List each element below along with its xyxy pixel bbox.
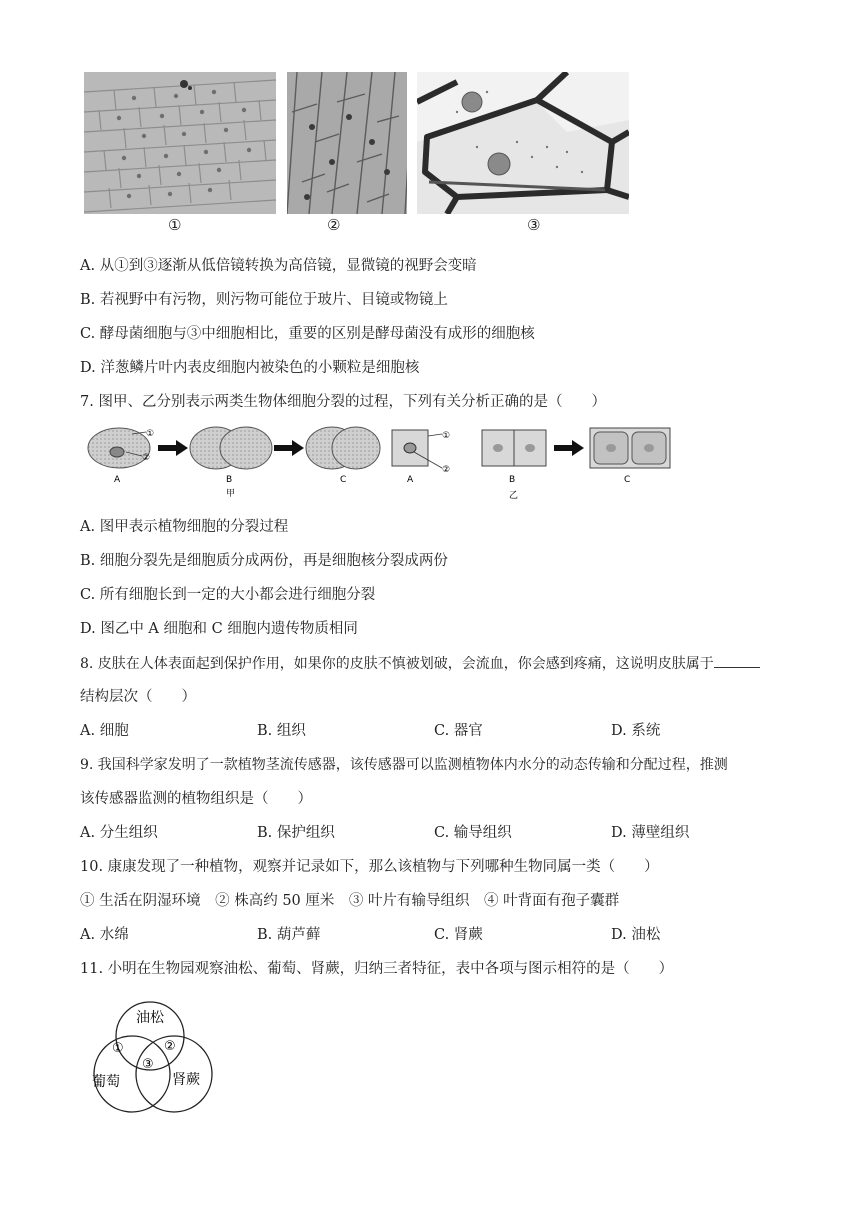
q8-stem-2: 结构层次（ ）: [80, 689, 196, 705]
q10-option-b: B. 葫芦藓: [257, 927, 321, 943]
q8-option-d: D. 系统: [611, 723, 661, 739]
q6-option-c: C. 酵母菌细胞与③中细胞相比，重要的区别是酵母菌没有成形的细胞核: [80, 326, 535, 342]
q9-option-c: C. 输导组织: [434, 825, 512, 841]
q10-option-a: A. 水绵: [80, 927, 129, 943]
marker-2b: ②: [442, 465, 451, 475]
jia-label: 甲: [226, 489, 236, 499]
q7-option-c: C. 所有细胞长到一定的大小都会进行细胞分裂: [80, 587, 376, 603]
q10-option-d: D. 油松: [611, 927, 661, 943]
q7-option-b: B. 细胞分裂先是细胞质分成两份，再是细胞核分裂成两份: [80, 553, 448, 569]
jia-stage-a: A: [114, 475, 121, 485]
micrograph-3: [417, 72, 629, 214]
micrograph-label-3: ③: [527, 216, 541, 234]
q7-option-d: D. 图乙中 A 细胞和 C 细胞内遗传物质相同: [80, 621, 358, 637]
cell-division-diagram: [84, 422, 676, 502]
marker-2: ②: [142, 453, 151, 463]
q8-stem-1: [80, 653, 760, 674]
venn-label-right: 肾蕨: [172, 1072, 200, 1088]
q7-stem: 7. 图甲、乙分别表示两类生物体细胞分裂的过程，下列有关分析正确的是（ ）: [80, 394, 606, 410]
micrograph-label-2: ②: [327, 216, 341, 234]
q10-option-c: C. 肾蕨: [434, 927, 483, 943]
q9-stem-1: 9. 我国科学家发明了一款植物茎流传感器，该传感器可以监测植物体内水分的动态传输和分配过程，推测: [80, 757, 728, 773]
q7-option-a: A. 图甲表示植物细胞的分裂过程: [80, 519, 289, 535]
venn-region-2: ②: [164, 1039, 176, 1054]
micrograph-label-1: ①: [168, 216, 182, 234]
yi-stage-c: C: [624, 475, 631, 485]
q8-stem-text: 8. 皮肤在人体表面起到保护作用，如果你的皮肤不慎被划破，会流血，你会感到疼痛，这说明皮肤属于: [80, 656, 714, 672]
venn-label-left: 葡萄: [92, 1074, 120, 1090]
q11-stem: 11. 小明在生物园观察油松、葡萄、肾蕨，归纳三者特征，表中各项与图示相符的是（ ）: [80, 961, 674, 977]
venn-label-top: 油松: [136, 1010, 164, 1026]
q6-option-d: D. 洋葱鳞片叶内表皮细胞内被染色的小颗粒是细胞核: [80, 360, 420, 376]
answer-blank: [714, 653, 760, 668]
venn-region-3: ③: [142, 1057, 154, 1072]
marker-1: ①: [146, 429, 155, 439]
q10-observations: ① 生活在阴湿环境 ② 株高约 50 厘米 ③ 叶片有输导组织 ④ 叶背面有孢子囊群: [80, 893, 620, 909]
q8-option-b: B. 组织: [257, 723, 306, 739]
venn-diagram: [80, 998, 230, 1116]
yi-stage-a: A: [407, 475, 414, 485]
q6-option-b: B. 若视野中有污物，则污物可能位于玻片、目镜或物镜上: [80, 292, 448, 308]
q8-option-c: C. 器官: [434, 723, 483, 739]
q9-option-a: A. 分生组织: [80, 825, 158, 841]
q6-option-a: A. 从①到③逐渐从低倍镜转换为高倍镜，显微镜的视野会变暗: [80, 258, 477, 274]
yi-stage-b: B: [509, 475, 516, 485]
micrograph-2: [287, 72, 407, 214]
q10-stem: 10. 康康发现了一种植物，观察并记录如下，那么该植物与下列哪种生物同属一类（ ）: [80, 859, 659, 875]
venn-region-1: ①: [112, 1041, 124, 1056]
q8-option-a: A. 细胞: [80, 723, 129, 739]
marker-1b: ①: [442, 431, 451, 441]
jia-stage-b: B: [226, 475, 233, 485]
q9-option-d: D. 薄壁组织: [611, 825, 690, 841]
jia-stage-c: C: [340, 475, 347, 485]
micrograph-1: [84, 72, 276, 214]
q9-option-b: B. 保护组织: [257, 825, 335, 841]
q9-stem-2: 该传感器监测的植物组织是（ ）: [80, 791, 312, 807]
yi-label: 乙: [509, 491, 519, 501]
